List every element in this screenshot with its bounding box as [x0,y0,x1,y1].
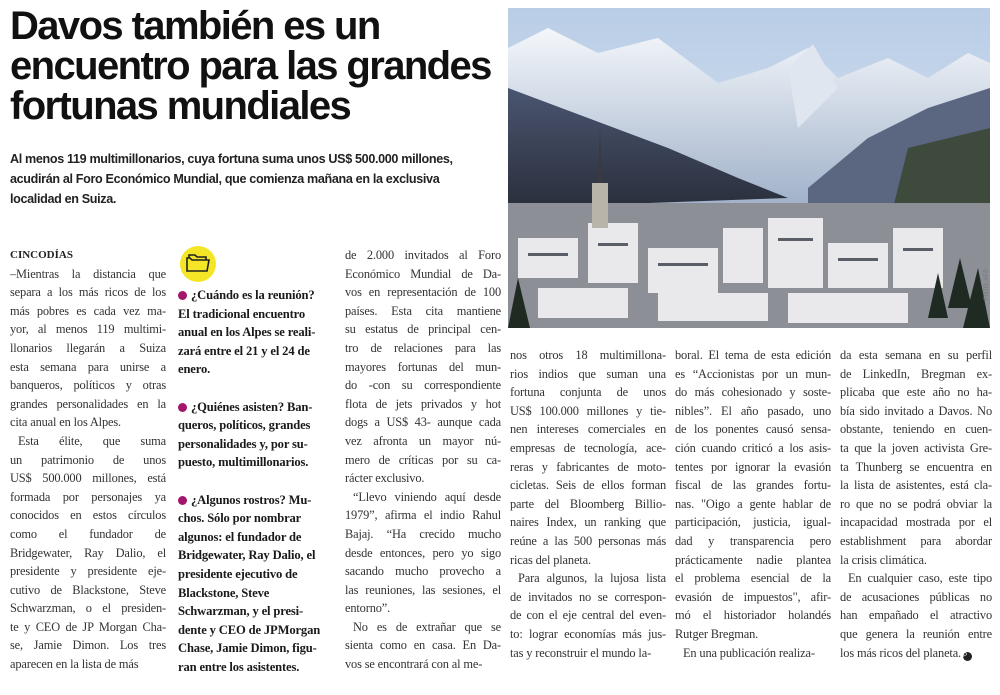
text-line: su estatus de principal cen- [345,322,501,337]
text-line: banqueros, políticos y otras [10,378,166,393]
text-line: ta Thunberg se encuentra en [840,459,992,474]
text-line: ricas del planeta. [510,552,591,567]
text-line: la crisis climática. [840,552,927,567]
text-line: fiscal de las grandes fortu- [675,478,831,493]
faq-answer-line: personalidades y, por su- [178,436,308,451]
text-line: tentes por ignorar la evasión [675,459,831,474]
text-line: nen intereses comerciales en [510,422,666,437]
text-line: ro que no se podrá obviar la [840,496,992,511]
text-line: plicaba que este año no ha- [840,385,992,400]
text-line: un patrimonio de unos [10,452,166,467]
text-line: ción cuando criticó a los asis- [675,440,831,455]
text-line: desde entonces, pero yo sigo [345,545,501,560]
article-column-5 [675,346,831,662]
text-line: Bridgewater, Ray Dalio, el [10,545,166,560]
text-line: de LinkedIn, Bregman ex- [840,366,992,381]
text-line: empresas de tecnología, ace- [510,440,666,455]
faq-answer-line: Blackstone, Steve [178,585,270,600]
text-line: “Llevo viniendo aquí desde [353,489,501,504]
text-line: Económico Mundial de Da- [345,266,501,281]
photo-credit: FOTO: AFP [984,268,990,300]
text-line: vos en representación de 100 [345,285,501,300]
text-line: de 2.000 invitados al Foro [345,248,501,262]
text-line: parte del Bloomberg Billio- [510,496,666,511]
text-line: boral. El tema de esta edición [675,348,831,362]
text-line: de con el eje central del even- [510,608,666,623]
text-line: tro de relaciones para las [345,340,501,355]
headline [10,6,505,126]
text-line: to: lograr economías más jus- [510,626,666,641]
text-line: es “Accionistas por un mun- [675,366,831,381]
faq-answer-line: Schwarzman, y el presi- [178,604,304,619]
text-line: yor, al menos 119 multimi- [10,322,166,337]
text-line: conocidos en estos círculos [10,508,166,523]
byline: CINCODÍAS [10,249,73,261]
headline-line: fortunas mundiales [10,84,351,128]
text-line: cicletas. Seis de ellos forman [510,478,666,493]
text-line: –Mientras la distancia que [10,266,166,281]
article-column-4 [510,346,666,662]
faq-item [178,491,334,677]
text-line: fortuna conjunta de unos [510,385,666,400]
faq-answer-line: queros, políticos, grandes [178,418,311,433]
text-line: do más cohesionado y soste- [675,385,831,400]
text-line: No es de extrañar que se [353,619,501,634]
text-line: presidente y presidente eje- [10,564,166,579]
faq-answer-line: chos. Sólo por nombrar [178,511,302,526]
lead-line: acudirán al Foro Económico Mundial, que comienza mañana en la exclusiva [10,172,440,186]
faq-answer-line: Bridgewater, Ray Dalio, el [178,548,316,563]
text-line: obstante, teniendo en cuen- [840,422,992,437]
faq-answer-line: algunos: el fundador de [178,529,302,544]
headline-line: encuentro para las grandes [10,44,491,88]
text-line: la lista de asistentes, está cla- [840,478,992,493]
text-line: han empañado el atractivo [840,608,992,623]
article-column-1 [10,246,166,674]
faq-answer-start: Mu- [285,492,312,507]
text-line: mó el historiador holandés [675,608,831,623]
text-line: tas y reconstruir el mundo la- [510,645,652,660]
folder-icon [180,246,216,282]
text-line: evasión de impuestos", afir- [675,589,831,604]
text-line: US$ 500.000 millones, está [10,471,166,486]
text-line: Schwarzman, o el presiden- [10,601,166,616]
text-line: vos se encontrará con al me- [345,657,483,672]
faq-answer-start: Ban- [283,399,313,414]
faq-answer-line: anual en los Alpes se reali- [178,325,316,340]
text-line: formada por personajes ya [10,489,166,504]
text-line: como el fundador de [10,526,166,541]
faq-answer-line: Chase, Jamie Dimon, figu- [178,641,317,656]
text-line: Rutger Bregman. [675,626,759,641]
text-line: do -con su correspondiente [345,378,501,393]
text-line: entorno”. [345,601,391,616]
text-line: de los ponentes causó sensa- [675,422,831,437]
text-line: flota de jets privados y hot [345,396,501,411]
faq-answer-line: zará entre el 21 y el 24 de [178,343,310,358]
text-line: se, Jamie Dimon. Los tres [10,638,166,653]
article-column-6 [840,346,992,662]
text-line: dogs a US$ 43- aunque cada [345,415,501,430]
lead-line: Al menos 119 multimillonarios, cuya fortuna suma unos US$ 500.000 millones, [10,152,453,166]
faq-question: ¿Cuándo es la reunión? [191,288,315,302]
text-line: más pobres es cada vez ma- [10,303,166,318]
faq-answer-line: enero. [178,362,211,377]
faq-question: ¿Quiénes asisten? [191,399,284,414]
text-line: incapacidad mostrada por el [840,515,992,530]
text-line [840,644,992,663]
faq-item [178,286,334,379]
text-line: de acusaciones públicas no [840,589,992,604]
text-line: naires Index, un ranking que [510,515,666,530]
text-line: vez afronta un mayor nú- [345,433,501,448]
text-line: rios indios que suman una [510,366,666,381]
text-line: ta que la joven activista Gre- [840,440,992,455]
text-line: En una publicación realiza- [683,645,815,660]
text-line: las reuniones, las sesiones, el [345,582,501,597]
text-line: te y CEO de JP Morgan Cha- [10,619,166,634]
text-line: mero de críticas por su ca- [345,452,501,467]
text-line: sacando mucho provecho a [345,564,501,579]
faq-answer-line: El tradicional encuentro [178,306,305,321]
end-mark-icon: P [963,652,972,661]
headline-line: Davos también es un [10,4,380,48]
text-line: que genera la reunión entre [840,626,992,641]
text-line: el problema esencial de la [675,571,831,586]
text-line: sienta como en casa. En Da- [345,638,501,653]
text-line: US$ 100.000 millones y tie- [510,403,666,418]
text-line: reúne a las 500 personas más [510,533,666,548]
text-line: grandes personalidades en la [10,396,166,411]
text-line: establishment para abordar [840,533,992,548]
faq-item [178,398,334,472]
text-line: bía sido invitado a Davos. No [840,403,992,418]
article-text: los más ricos del planeta. [840,645,962,660]
faq-answer-line: dente y CEO de JPMorgan [178,622,321,637]
text-line: países. Esta cita mantiene [345,303,501,318]
text-line: rácter exclusivo. [345,471,425,486]
article-column-3 [345,246,501,674]
text-line: 1979”, afirma el indio Rahul [345,508,501,523]
faq-answer-line: puesto, multimillonarios. [178,455,309,470]
faq-answer-line: ran entre los asistentes. [178,659,300,674]
text-line: Bajaj. “Ha crecido mucho [345,526,501,541]
text-line: da esta semana en su perfil [840,348,992,362]
text-line: prácticamente nadie plantea [675,552,831,567]
davos-photo [508,8,990,328]
faq-question: ¿Algunos rostros? [191,492,286,507]
text-line: de invitados no se correspon- [510,589,666,604]
text-line: reras y fabricantes de moto- [510,459,666,474]
text-line: cutivo de Blackstone, Steve [10,582,166,597]
text-line: dad y transparencia pero [675,533,831,548]
bullet-icon [178,403,187,412]
text-line: nos otros 18 multimillona- [510,348,666,362]
text-line: cita anual en los Alpes. [10,415,121,430]
text-line: aparecen en la lista de más [10,657,139,672]
text-line: En cualquier caso, este tipo [848,571,992,586]
bullet-icon [178,496,187,505]
text-line: nibles”. El año pasado, uno [675,403,831,418]
text-line: Esta élite, que suma [18,433,166,448]
faq-answer-line: presidente ejecutivo de [178,566,298,581]
text-line: participación, justicia, igual- [675,515,831,530]
text-line: separa a los más ricos de los [10,285,166,300]
text-line: esta semana para unirse a [10,359,166,374]
text-line: Para algunos, la lujosa lista [518,571,666,586]
text-line: llonarios llegarán a Suiza [10,340,166,355]
text-line: mayores fortunas del mun- [345,359,501,374]
text-line: nas. "Oigo a gente hablar de [675,496,831,511]
lead-paragraph [10,149,505,209]
bullet-icon [178,291,187,300]
lead-line: localidad en Suiza. [10,192,117,206]
